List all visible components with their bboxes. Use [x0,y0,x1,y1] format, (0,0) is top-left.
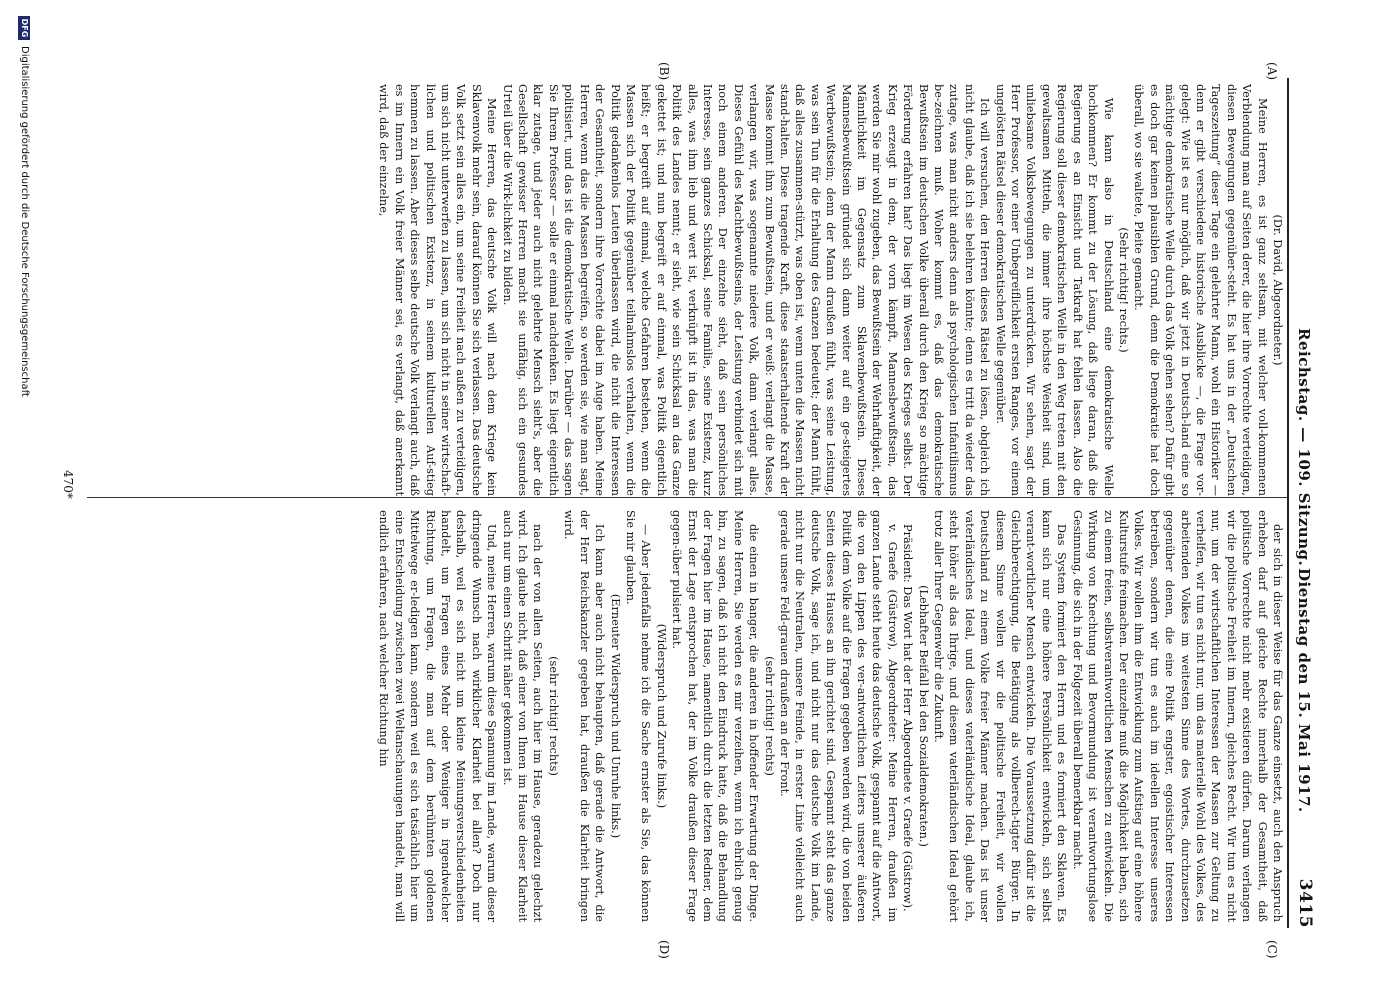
right-column-paragraph: nach der von allen Seiten, auch hier im Hause, geradezu gelechzt wird. Ich glaube nicht, daß einer von Ihnen im Hause dieser Klarheit auch nur um einen Schritt näher gekommen ist. [500,510,545,922]
page-number: 3415 [1295,878,1315,928]
right-column-paragraph: (sehr richtig! rechts) [546,656,560,776]
left-column-paragraph: Meine Herren, es ist ganz seltsam, mit welcher voll-kommenen Verblendung man auf Seiten derer, die hier ihre Vorrechte verteidigen, diesen Bewegungen gegenüber-steht. Es hat uns in der „Deutschen Tageszeitung“ dieser Tage ein gelehrter Mann, wohl ein Historiker — denn er gibt verschiedene historische Ausblicke —, die Frage vor-gelegt: Wie ist es nur möglich, daß wir jetzt in Deutsch-land eine so mächtige demokratische Welle durch das Volk gehen sehen? Dafür gibt es doch gar keinen plausiblen Grund, denn die Demokratie hat doch überall, wo sie waltete, Pleite gemacht. [1132,84,1269,496]
left-column-paragraph: (Sehr richtig! rechts.) [1116,227,1130,353]
right-column-paragraph: v. Graefe (Güstrow), Abgeordneter: Meine Herren, draußen im ganzen Lande steht heute das deutsche Volk, gespannt auf die Antwort, die von den Lippen des ver-antwortlichen Leiters unserer äußeren Politik dem Volke auf die Fragen gegeben werden wird, die von beiden Seiten dieses Hauses an ihn gerichtet sind. Gespannt steht das ganze deutsche Volk, sage ich, und nicht nur das deutsche Volk im Lande, nicht nur die Neutralen, unsere Feinde, in erster Linie vielleicht auch gerade unsere Feld-grauen draußen an der Front. [778,510,899,922]
footer-sheet-number: 470* [61,470,75,499]
page-header [1287,78,1315,928]
header-left-title: Reichstag. — 109. Sitzung. [1295,328,1313,567]
right-column-paragraph: Präsident: Das Wort hat der Herr Abgeordnete v. Graefe (Güstrow). [901,524,915,912]
credit-text: Digitalisierung gefördert durch die Deutsche Forschungsgemeinschaft [19,46,30,397]
left-column-paragraph: (Dr. David, Abgeordneter.) [1271,214,1284,366]
right-text-column [85,510,1285,922]
right-column-paragraph: (Widerspruch und Zurufe links.) [654,623,668,809]
left-text-column [85,84,1285,496]
header-right-title: Dienstag den 15. Mai 1917. [1295,568,1313,813]
right-column-paragraph: die einen in banger, die anderen in hoffender Erwartung der Dinge. Meine Herren, Sie werden es mir verzeihen, wenn ich ehrlich genug bin, zu sagen, daß ich nicht den Eindruck hatte, daß die Behandlung der Fragen hier im Hause, namentlich durch die letzten Redner, dem Ernst der Lage entsprochen hat, der im Volke draußen dieser Frage gegen-über pulsiert hat. [670,510,761,922]
right-column-paragraph: der sich in dieser Weise für das Ganze einsetzt, auch den Anspruch erheben darf auf gleiche Rechte innerhalb der Gesamtheit, daß politische Vorrechte nicht mehr existieren dürfen. Darum verlangen wir die politische Freiheit im Innern, gleiches Recht. Wir tun es nicht nur, um der wirtschaftlichen Interessen der Massen zur Geltung zu verhelfen, wir tun es nicht nur, um das materielle Wohl des Volkes, des arbeitenden Volkes im weitesten Sinne des Wortes, durchzusetzen gegenüber denen, die eine Politik engster, egoistischer Interessen betreiben, sondern wir tun es auch im ideellen Interesse unseres Volkes. Wir wollen ihm die Entwicklung zum Aufstieg auf eine höhere Kulturstufe freimachen. Der einzelne muß die Möglichkeit haben, sich zu einem freien, selbstverantwortlichen Menschen zu entwickeln. Die Wirkung von Knechtung und Bevormundung ist verantwortungslose Gesinnung, die sich in der Folgezeit überall bemerkbar macht. [1070,510,1284,922]
right-column-paragraph: (Erneuter Widerspruch und Unruhe links.) [608,593,622,839]
margin-marker-a: (A) [1265,62,1279,81]
dfg-logo: DFG [18,16,30,40]
right-column-paragraph: Das System formiert den Herrn und es formiert den Sklaven. Es kann sich nur eine höhere Persönlichkeit entwickeln, sich selbst verant-wortlicher Mensch entwickeln. Die Voraussetzung dafür ist die Gleichberechtigung, die Betätigung als vollberech-tigter Bürger. In diesem Sinne wollen wir die politische Freiheit, wir wollen Deutschland zu einem Volke freier Männer machen. Das ist unser vaterländisches Ideal, und dieses vaterländische Ideal, glaube ich, steht höher als das Ihrige, und diesem vaterländischen Ideal gehört trotz aller Ihrer Gegenwehr die Zukunft. [932,510,1069,922]
digitization-credit [13,0,33,1000]
right-column-paragraph: Und, meine Herren, warum diese Spannung im Lande, warum dieser dringende Wunsch nach wirklicher Klarheit bei allen? Doch nur deshalb, weil es sich nicht um kleine Meinungsverschiedenheiten handelt, um Fragen eines Mehr oder Weniger in irgendwelcher Richtung, um Fragen, die man auf dem berühmten goldenen Mittelwege er-ledigen kann, sondern weil es sich tatsächlich hier um eine Entscheidung zwischen zwei Weltanschauungen handelt, man will endlich erfahren, nach welcher Richtung hin [377,510,499,922]
margin-marker-d: (D) [657,940,671,959]
left-column-paragraph: Ich will versuchen, den Herren dieses Rätsel zu lösen, obgleich ich nicht glaube, daß ich sie belehren könnte; denn es tritt da wieder das zutage, was man nicht anders denn als psychologischen Infantilismus be-zeichnen muß. Woher kommt es, daß das demokratische Bewußtsein im deutschen Volke überall durch den Krieg so mächtige Förderung erfahren hat? Das liegt im Wesen des Krieges selbst. Der Krieg erzeugt in dem, der vorn kämpft, Mannesbewußtsein, das werden Sie mir wohl zugeben, das Bewußtsein der Wehrhaftigkeit, der Männlichkeit im Gegensatz zum Sklavenbewußtsein. Dieses Mannesbewußtsein gründet sich dann weiter auf ein ge-steigertes Wertbewußtsein; denn der Mann draußen fühlt, was seine Leistung, was sein Tun für die Erhaltung des Ganzen bedeutet; der Mann fühlt, daß alles zusammen-stürzt, was oben ist, wenn unten die Massen nicht stand-halten. Diese tragende Kraft, diese staatserhaltende Kraft der Masse kommt ihm zum Bewußtsein, und er weiß: verlangt die Masse, verlangen wir, was sogenannte niedere Volk, dann verlangt alles. Dieses Gefühl des Machtbewußtseins, der Leistung verbindet sich mit noch einem anderen. Der einzelne sieht, daß sein persönliches Interesse, sein ganzes Schicksal, seine Familie, seine Existenz, kurz alles, was ihm lieb und wert ist, verknüpft ist in das, was man die Politik des Landes nennt; er sieht, wie sein Schicksal an das Ganze gekettet ist; und nun begreift er auf einmal, was Politik eigentlich heißt; er begreift auf einmal, welche Gefahren bestehen, wenn die Massen sich der Politik gegenüber teilnahmslos verhalten, wenn die Politik gedankenlos Leuten überlassen wird, die nicht die Interessen der Gesamtheit, sondern ihre Vorrechte dabei im Auge haben. Meine Herren, wenn das die Massen begreifen, so werden sie, wie man sagt, politisiert, und das ist die demokratische Welle. Darüber — das sagen Sie Ihrem Professor — solle er einmal nachdenken. Es liegt eigentlich klar zutage, und jeder auch nicht gelehrte Mensch sieht's, aber die Gesellschaft gewisser Herren macht sie unfähig, sich ein gesundes Urteil über die Wirk-lichkeit zu bilden. [500,84,992,496]
right-column-paragraph: Ich kann aber auch nicht behaupten, daß gerade die Antwort, die der Herr Reichskanzler gegeben hat, draußen die Klarheit bringen wird. [562,510,607,922]
margin-marker-c: (C) [1265,940,1279,959]
right-column-paragraph: (sehr richtig! rechts) [762,656,776,776]
left-column-paragraph: Wie kann also in Deutschland eine demokratische Welle hochkommen? Er kommt zu der Lösung, daß liege daran, daß die Regierung es an Einsicht und Tatkraft hat fehlen lassen. Also die Regierung soll dieser demokratischen Welle in den Weg treten mit den gewaltsamen Mitteln, die immer ihre höchste Weisheit sind, um unliebsame Volksbewegungen zu unterdrücken. Wir sehen, sagt der Herr Professor, vor einer Unbegreiflichkeit ersten Ranges, vor einem ungelösten Rätsel dieser demokratischen Welle gegenüber. [993,84,1115,496]
right-column-paragraph: (Lebhafter Beifall bei den Sozialdemokraten.) [916,585,930,847]
column-divider [87,497,1287,498]
left-column-paragraph: Meine Herren, das deutsche Volk will nach dem Kriege kein Sklavenvolk mehr sein, darauf können Sie sich verlassen. Das deutsche Volk setzt sein alles ein, um seine Freiheit nach außen zu verteidigen, um sich nicht unterwerfen zu lassen, um sich nicht in seiner wirtschaft-lichen und politischen Existenz, in seinem kulturellen Auf-stieg hemmen zu lassen. Aber dieses selbe deutsche Volk verlangt auch, daß es im Innern ein Volk freier Männer sei, es verlangt, daß anerkannt wird, daß der einzelne, [377,84,499,496]
right-column-paragraph: — Aber jedenfalls nehme ich die Sache ernster als Sie, das können Sie mir glauben. [623,510,653,922]
margin-marker-b: (B) [657,62,671,81]
